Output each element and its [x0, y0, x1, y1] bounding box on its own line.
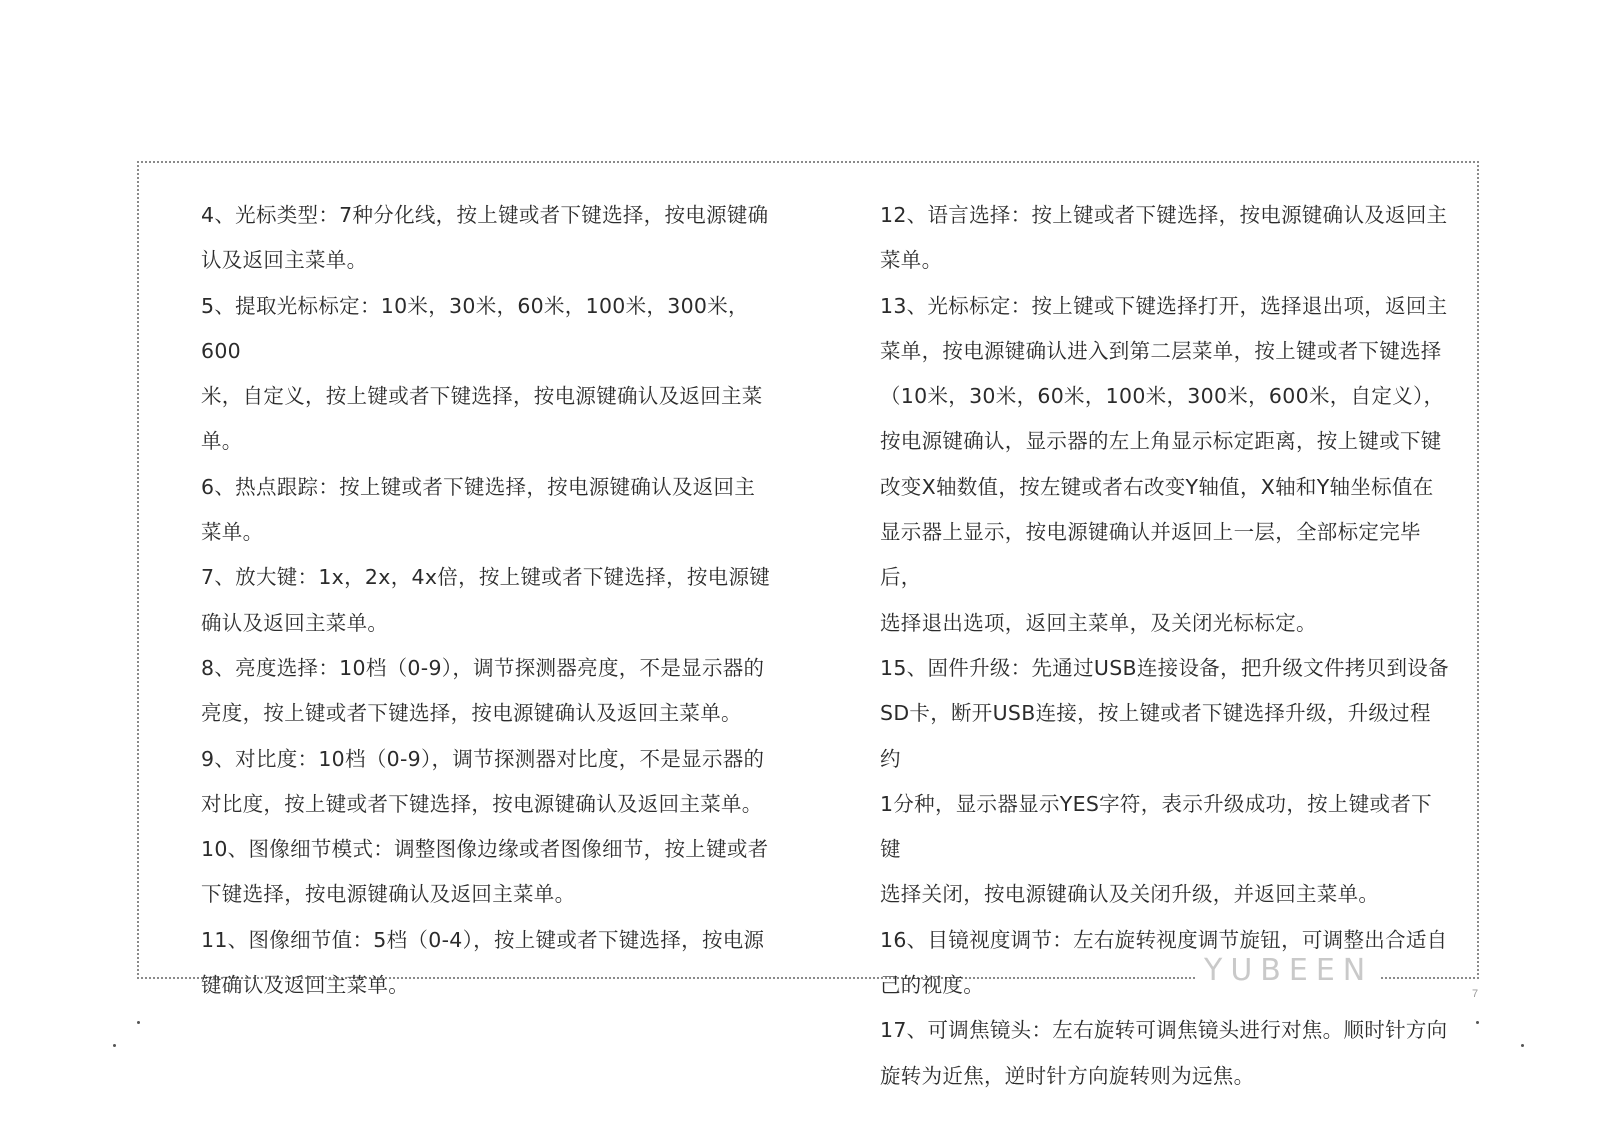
list-item: 4、光标类型：7种分化线，按上键或者下键选择，按电源键确 认及返回主菜单。 — [201, 203, 769, 273]
list-item: 7、放大键：1x，2x，4x倍，按上键或者下键选择，按电源键 确认及返回主菜单。 — [201, 565, 771, 635]
list-item: 10、图像细节模式：调整图像边缘或者图像细节，按上键或者 下键选择，按电源键确认及返回主菜单。 — [201, 837, 769, 907]
corner-dot — [1476, 1021, 1479, 1024]
list-item: 11、图像细节值：5档（0-4），按上键或者下键选择，按电源 键确认及返回主菜单。 — [201, 927, 765, 998]
list-item: 16、目镜视度调节：左右旋转视度调节旋钮，可调整出合适自 己的视度。 — [880, 927, 1448, 998]
list-item: 15、固件升级：先通过USB连接设备，把升级文件拷贝到设备 SD卡，断开USB连接，按上键或者下键选择升级，升级过程约 1分种，显示器显示YES字符，表示升级成功，按上键或者下键 选择关闭，按电源键确认及关闭升级，并返回主菜单。 — [880, 655, 1449, 907]
list-item: 12、语言选择：按上键或者下键选择，按电源键确认及返回主 菜单。 — [880, 203, 1448, 273]
corner-dot — [113, 1044, 116, 1047]
left-text-column — [201, 193, 771, 1008]
page-number: 7 — [1472, 988, 1479, 1000]
brand-logo: YUBEEN — [1196, 956, 1381, 986]
list-item: 9、对比度：10档（0-9），调节探测器对比度，不是显示器的 对比度，按上键或者下键选择，按电源键确认及返回主菜单。 — [201, 746, 765, 816]
list-item: 17、可调焦镜头：左右旋转可调焦镜头进行对焦。顺时针方向 旋转为近焦，逆时针方向旋转则为远焦。 — [880, 1018, 1448, 1088]
list-item: 5、提取光标标定：10米，30米，60米，100米，300米，600 米，自定义，按上键或者下键选择，按电源键确认及返回主菜 单。 — [201, 293, 763, 454]
list-item: 13、光标标定：按上键或下键选择打开，选择退出项，返回主 菜单，按电源键确认进入到第二层菜单，按上键或者下键选择 （10米，30米，60米，100米，300米，600米，自定义）， 按电源键确认，显示器的左上角显示标定距离，按上键或下键 改变X轴数值，按左键或者右改变Y轴值，X轴和Y轴坐标值在 显示器上显示，按电源键确认并返回上一层，全部标定完毕后， 选择退出选项，返回主菜单，及关闭光标标定。 — [880, 293, 1448, 635]
corner-dot — [137, 1021, 140, 1024]
list-item: 6、热点跟踪：按上键或者下键选择，按电源键确认及返回主 菜单。 — [201, 474, 756, 545]
corner-dot — [1521, 1044, 1524, 1047]
list-item: 8、亮度选择：10档（0-9），调节探测器亮度，不是显示器的 亮度，按上键或者下键选择，按电源键确认及返回主菜单。 — [201, 655, 765, 726]
